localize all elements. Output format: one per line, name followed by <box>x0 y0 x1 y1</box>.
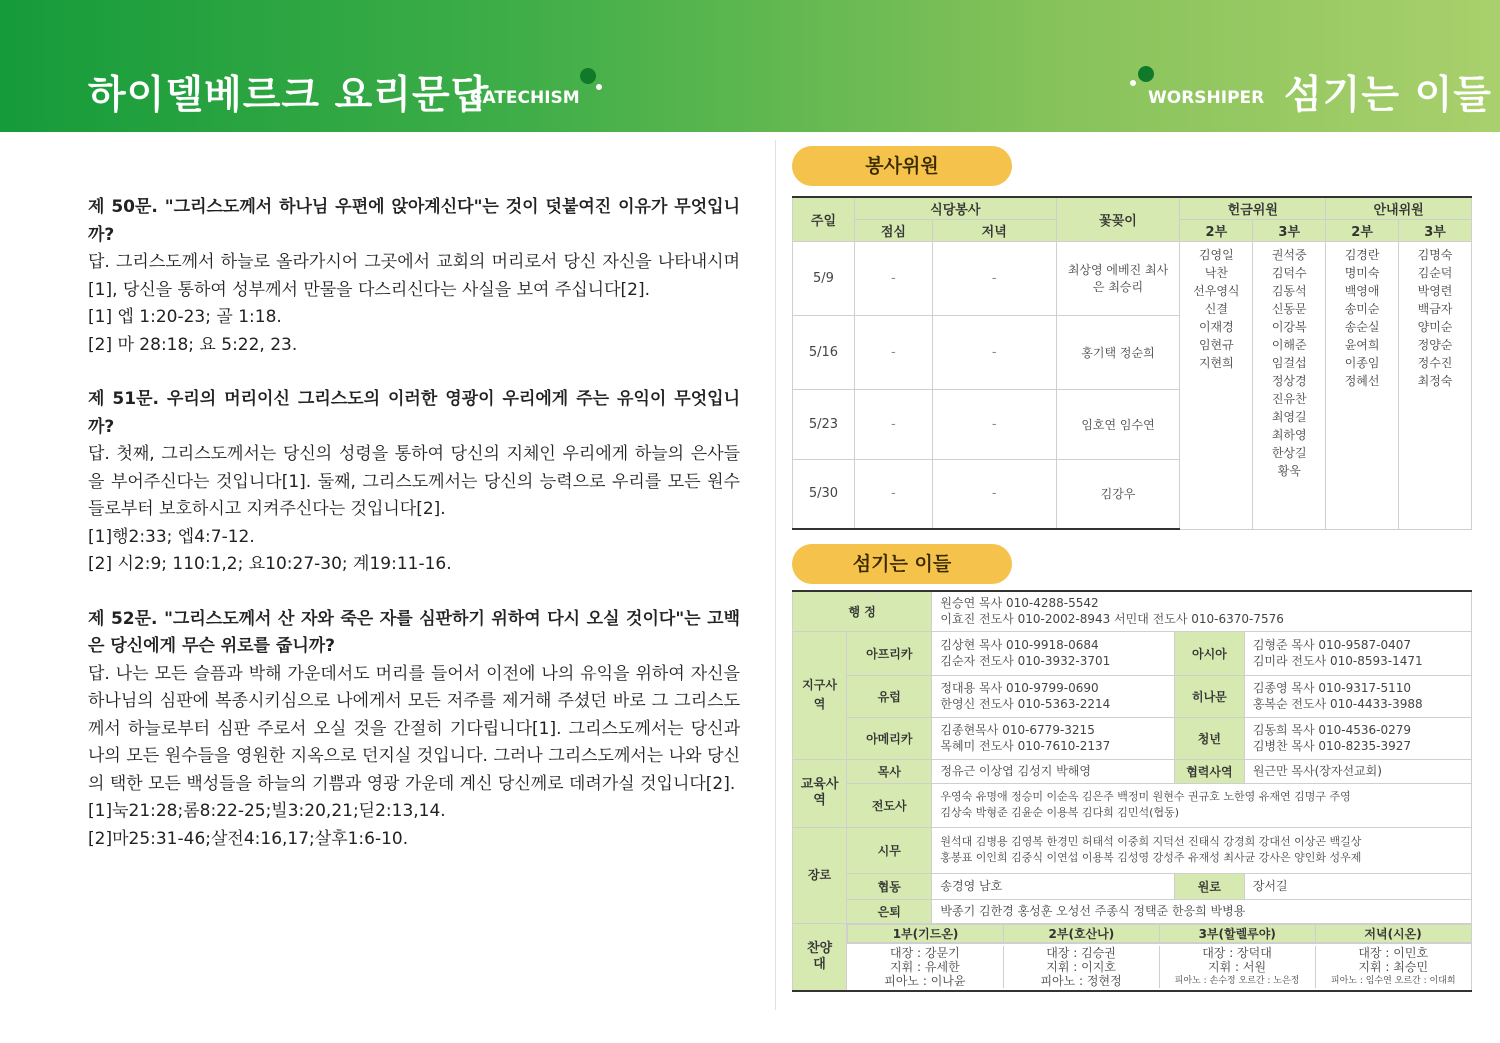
table-row <box>793 241 1472 315</box>
person-name: 이해준 <box>1271 337 1307 352</box>
person-name: 정상경 <box>1271 373 1307 388</box>
region-label: 지구사역 <box>793 631 847 759</box>
reference: [2]마25:31-46;살전4:16,17;살후1:6-10. <box>88 828 409 849</box>
choir-body-wrap <box>847 943 1472 991</box>
name-line: 김상숙 박형준 김윤순 이용복 김다희 김민석(협동) <box>940 806 1179 819</box>
choir-header-wrap <box>847 923 1472 943</box>
contact-line: 김형준 목사 010-9587-0407 <box>1252 638 1412 652</box>
person-name: 정양순 <box>1417 337 1453 352</box>
dinner-header: 저녁 <box>932 219 1056 241</box>
flower-cell: 홍기택 정순희 <box>1056 315 1180 389</box>
person-name: 송미순 <box>1344 301 1380 316</box>
dinner-cell: - <box>932 389 1056 459</box>
date-cell: 5/16 <box>793 315 855 389</box>
catechism-content <box>88 194 740 880</box>
evangelist-label: 전도사 <box>847 783 932 827</box>
region-name: 히나문 <box>1174 675 1244 717</box>
reference: [2] 시2:9; 110:1,2; 요10:27-30; 계19:11-16. <box>88 554 452 574</box>
offering-2-names <box>1180 241 1253 529</box>
region-name: 아프리카 <box>847 631 932 675</box>
dinner-cell: - <box>932 315 1056 389</box>
person-name: 최정숙 <box>1417 373 1453 388</box>
dinner-cell: - <box>932 459 1056 529</box>
person-name: 송순실 <box>1344 319 1380 334</box>
person-name: 명미숙 <box>1344 265 1380 280</box>
service-pill: 봉사위원 <box>792 146 1012 186</box>
choir-name: 저녁(시온) <box>1315 924 1471 942</box>
contact-line: 김동희 목사 010-4536-0279 <box>1252 723 1412 737</box>
person-name: 선우영식 <box>1193 283 1240 298</box>
person-name: 김명숙 <box>1417 247 1453 262</box>
region-text <box>932 675 1175 717</box>
white-dot-icon <box>596 84 602 90</box>
person-name: 김동석 <box>1271 283 1307 298</box>
column-divider <box>775 140 776 1010</box>
contact-line: 김상현 목사 010-9918-0684 <box>940 638 1099 652</box>
flower-header: 꽃꽂이 <box>1056 197 1180 241</box>
contact-line: 홍복순 전도사 010-4433-3988 <box>1252 697 1423 711</box>
guide-3-header: 3부 <box>1399 219 1472 241</box>
coop-text: 원근만 목사(장자선교회) <box>1244 759 1471 783</box>
choir-line: 피아노 : 임수연 오르간 : 이대희 <box>1330 975 1456 986</box>
date-cell: 5/9 <box>793 241 855 315</box>
question-text: 제 50문. "그리스도께서 하나님 우편에 앉아계신다"는 것이 덧붙여진 이유가 무엇입니까? <box>88 197 740 245</box>
choir-cell <box>1003 946 1159 988</box>
person-name: 정혜선 <box>1344 373 1380 388</box>
coop-label: 협력사역 <box>1174 759 1244 783</box>
admin-line: 원승연 목사 010-4288-5542 <box>940 596 1099 611</box>
choir-header-table <box>847 924 1471 943</box>
person-name: 한상길 <box>1271 445 1307 460</box>
region-text <box>1244 631 1471 675</box>
contact-line: 김종영 목사 010-9317-5110 <box>1252 681 1412 695</box>
person-name: 신결 <box>1204 301 1228 316</box>
offering-3-names <box>1253 241 1326 529</box>
answer-text: 답. 첫째, 그리스도께서는 당신의 성령을 통하여 당신의 지체인 우리에게 하늘의 은사들을 부어주신다는 것입니다[1]. 둘째, 그리스도께서는 당신의 능력으로 우리를 모든 원수들로부터 보호하시고 지켜주신다는 것입니다[2]. <box>88 444 740 519</box>
retired-text: 장서길 <box>1244 873 1471 899</box>
choir-name: 1부(기드온) <box>848 924 1004 942</box>
choir-label: 찬양대 <box>793 923 847 991</box>
choir-line: 대장 : 강문기 <box>890 945 960 960</box>
coop-elder-text: 송경영 남호 <box>932 873 1175 899</box>
meal-header: 식당봉사 <box>854 197 1056 219</box>
admin-line: 이효진 전도사 010-2002-8943 서민대 전도사 010-6370-7576 <box>940 612 1284 627</box>
flower-cell: 김강우 <box>1056 459 1180 529</box>
emeritus-label: 은퇴 <box>847 899 932 923</box>
region-text <box>932 717 1175 759</box>
person-name: 신동문 <box>1271 301 1307 316</box>
choir-line: 지휘 : 유세한 <box>890 959 960 974</box>
person-name: 권석중 <box>1271 247 1307 262</box>
person-name: 진유찬 <box>1271 391 1307 406</box>
lunch-cell: - <box>854 315 932 389</box>
person-name: 이종임 <box>1344 355 1380 370</box>
lunch-cell: - <box>854 241 932 315</box>
white-dot-icon <box>1130 80 1136 86</box>
flower-cell: 임호연 임수연 <box>1056 389 1180 459</box>
flower-cell: 최상영 에베진 최사은 최승리 <box>1056 241 1180 315</box>
region-name: 아메리카 <box>847 717 932 759</box>
offering-3-header: 3부 <box>1253 219 1326 241</box>
contact-line: 한영신 전도사 010-5363-2214 <box>940 697 1111 711</box>
choir-cell <box>1159 946 1315 988</box>
choir-cell <box>1315 946 1471 988</box>
person-name: 임걸섭 <box>1271 355 1307 370</box>
person-name: 이재경 <box>1198 319 1234 334</box>
catechism-subtitle: CATECHISM <box>470 88 580 108</box>
person-name: 황욱 <box>1277 463 1301 478</box>
choir-line: 대장 : 이민호 <box>1358 945 1429 960</box>
contact-line: 김미라 전도사 010-8593-1471 <box>1252 654 1423 668</box>
pastor-label: 목사 <box>847 759 932 783</box>
date-cell: 5/30 <box>793 459 855 529</box>
reference: [1]행2:33; 엡4:7-12. <box>88 526 255 547</box>
admin-text <box>932 591 1472 631</box>
admin-label: 행 정 <box>793 591 932 631</box>
question-50 <box>88 194 740 359</box>
contact-line: 김병찬 목사 010-8235-3927 <box>1252 739 1412 753</box>
name-line: 홍봉표 이인희 김중식 이연섭 이용복 김성영 강성주 유재성 최사균 강사은 양인화 성우제 <box>940 851 1362 864</box>
green-dot-icon <box>1138 66 1154 82</box>
choir-name: 2부(호산나) <box>1003 924 1159 942</box>
contact-line: 김종현목사 010-6779-3215 <box>940 723 1095 737</box>
guide-2-header: 2부 <box>1326 219 1399 241</box>
choir-line: 대장 : 김승권 <box>1046 945 1116 960</box>
person-name: 백금자 <box>1417 301 1453 316</box>
choir-line: 지휘 : 서원 <box>1208 959 1267 974</box>
person-name: 최하영 <box>1271 427 1307 442</box>
service-table <box>792 196 1472 530</box>
person-name: 임현규 <box>1198 337 1234 352</box>
contact-line: 김순자 전도사 010-3932-3701 <box>940 654 1111 668</box>
person-name: 낙찬 <box>1204 265 1228 280</box>
region-name: 아시아 <box>1174 631 1244 675</box>
person-name: 백영애 <box>1344 283 1380 298</box>
elder-label: 장로 <box>793 827 847 923</box>
person-name: 김영일 <box>1198 247 1234 262</box>
reference: [1]눅21:28;롬8:22-25;빌3:20,21;딛2:13,14. <box>88 801 446 821</box>
person-name: 최영길 <box>1271 409 1307 424</box>
person-name: 양미순 <box>1417 319 1453 334</box>
dinner-cell: - <box>932 241 1056 315</box>
choir-line: 피아노 : 정현정 <box>1040 973 1122 988</box>
region-text <box>932 631 1175 675</box>
choir-name: 3부(할렐루야) <box>1159 924 1315 942</box>
elder-sub-label: 시무 <box>847 827 932 873</box>
evangelist-text <box>932 783 1472 827</box>
header-banner <box>0 0 1500 132</box>
answer-text: 답. 나는 모든 슬픔과 박해 가운데서도 머리를 들어서 이전에 나의 유익을 위하여 자신을 하나님의 심판에 복종시키심으로 나에게서 모든 저주를 제거해 주셨던 바로 그 그리스도께서 하늘로부터 심판 주로서 오실 것을 간절히 기다립니다[1]. 그리스도께서는 당신과 나의 모든 원수들을 영원한 지옥으로 던지실 것입니다. 그러나 그리스도께서는 나와 당신의 택한 모든 백성들을 하늘의 기쁨과 영광 가운데 계신 당신께로 데려가실 것입니다[2]. <box>88 663 740 794</box>
emeritus-text: 박종기 김한경 홍성훈 오성선 주종식 정택준 한응희 박병용 <box>932 899 1472 923</box>
servants-pill: 섬기는 이들 <box>792 544 1012 584</box>
region-name: 청년 <box>1174 717 1244 759</box>
name-line: 우영숙 유명애 정승미 이순옥 김은주 백정미 원현수 권규호 노한영 유재연 김명구 주영 <box>940 790 1351 803</box>
region-text <box>1244 717 1471 759</box>
person-name: 이강복 <box>1271 319 1307 334</box>
lunch-cell: - <box>854 459 932 529</box>
choir-body-table <box>847 946 1471 988</box>
guide-2-names <box>1326 241 1399 529</box>
guide-header: 안내위원 <box>1326 197 1472 219</box>
person-name: 박영련 <box>1417 283 1453 298</box>
question-51 <box>88 386 740 579</box>
choir-cell <box>847 946 1003 988</box>
person-name: 지현희 <box>1198 355 1234 370</box>
choir-line: 대장 : 장덕대 <box>1202 945 1272 960</box>
worshiper-subtitle: WORSHIPER <box>1148 88 1265 108</box>
reference: [2] 마 28:18; 요 5:22, 23. <box>88 334 298 355</box>
reference: [1] 엡 1:20-23; 골 1:18. <box>88 307 282 327</box>
offering-2-header: 2부 <box>1180 219 1253 241</box>
answer-text: 답. 그리스도께서 하늘로 올라가시어 그곳에서 교회의 머리로서 당신 자신을 나타내시며[1], 당신을 통하여 성부께서 만물을 다스리신다는 사실을 보여 주십니다[2]. <box>88 252 740 300</box>
retired-label: 원로 <box>1174 873 1244 899</box>
person-name: 정수진 <box>1417 355 1453 370</box>
question-text: 제 51문. 우리의 머리이신 그리스도의 이러한 영광이 우리에게 주는 유익이 무엇입니까? <box>88 389 740 437</box>
person-name: 김경란 <box>1344 247 1380 262</box>
person-name: 윤여희 <box>1344 337 1380 352</box>
region-text <box>1244 675 1471 717</box>
choir-line: 피아노 : 이나윤 <box>884 973 966 988</box>
choir-line: 지휘 : 최승민 <box>1358 959 1429 974</box>
contact-line: 정대용 목사 010-9799-0690 <box>940 681 1099 695</box>
contact-line: 목혜미 전도사 010-7610-2137 <box>940 739 1111 753</box>
question-52 <box>88 606 740 854</box>
elder-text <box>932 827 1472 873</box>
worshiper-title: 섬기는 이들 <box>1284 73 1492 118</box>
guide-3-names <box>1399 241 1472 529</box>
coop-elder-label: 협동 <box>847 873 932 899</box>
pastor-text: 정유근 이상엽 김성지 박해영 <box>932 759 1175 783</box>
date-cell: 5/23 <box>793 389 855 459</box>
choir-line: 지휘 : 이지호 <box>1046 959 1116 974</box>
edu-label: 교육사역 <box>793 759 847 827</box>
catechism-title: 하이델베르크 요리문답 <box>88 73 490 118</box>
person-name: 김순덕 <box>1417 265 1453 280</box>
week-header: 주일 <box>793 197 855 241</box>
person-name: 김덕수 <box>1271 265 1307 280</box>
lunch-cell: - <box>854 389 932 459</box>
question-text: 제 52문. "그리스도께서 산 자와 죽은 자를 심판하기 위하여 다시 오실 것이다"는 고백은 당신에게 무슨 위로를 줍니까? <box>88 608 740 656</box>
lunch-header: 점심 <box>854 219 932 241</box>
servants-table <box>792 590 1472 992</box>
offering-header: 헌금위원 <box>1180 197 1326 219</box>
region-name: 유럽 <box>847 675 932 717</box>
green-dot-icon <box>580 68 596 84</box>
choir-line: 피아노 : 손수정 오르간 : 노은정 <box>1174 975 1300 986</box>
name-line: 원석대 김병용 김영복 한경민 허태석 이중희 지덕선 진태식 강경희 강대선 이상곤 백길상 <box>940 835 1362 848</box>
